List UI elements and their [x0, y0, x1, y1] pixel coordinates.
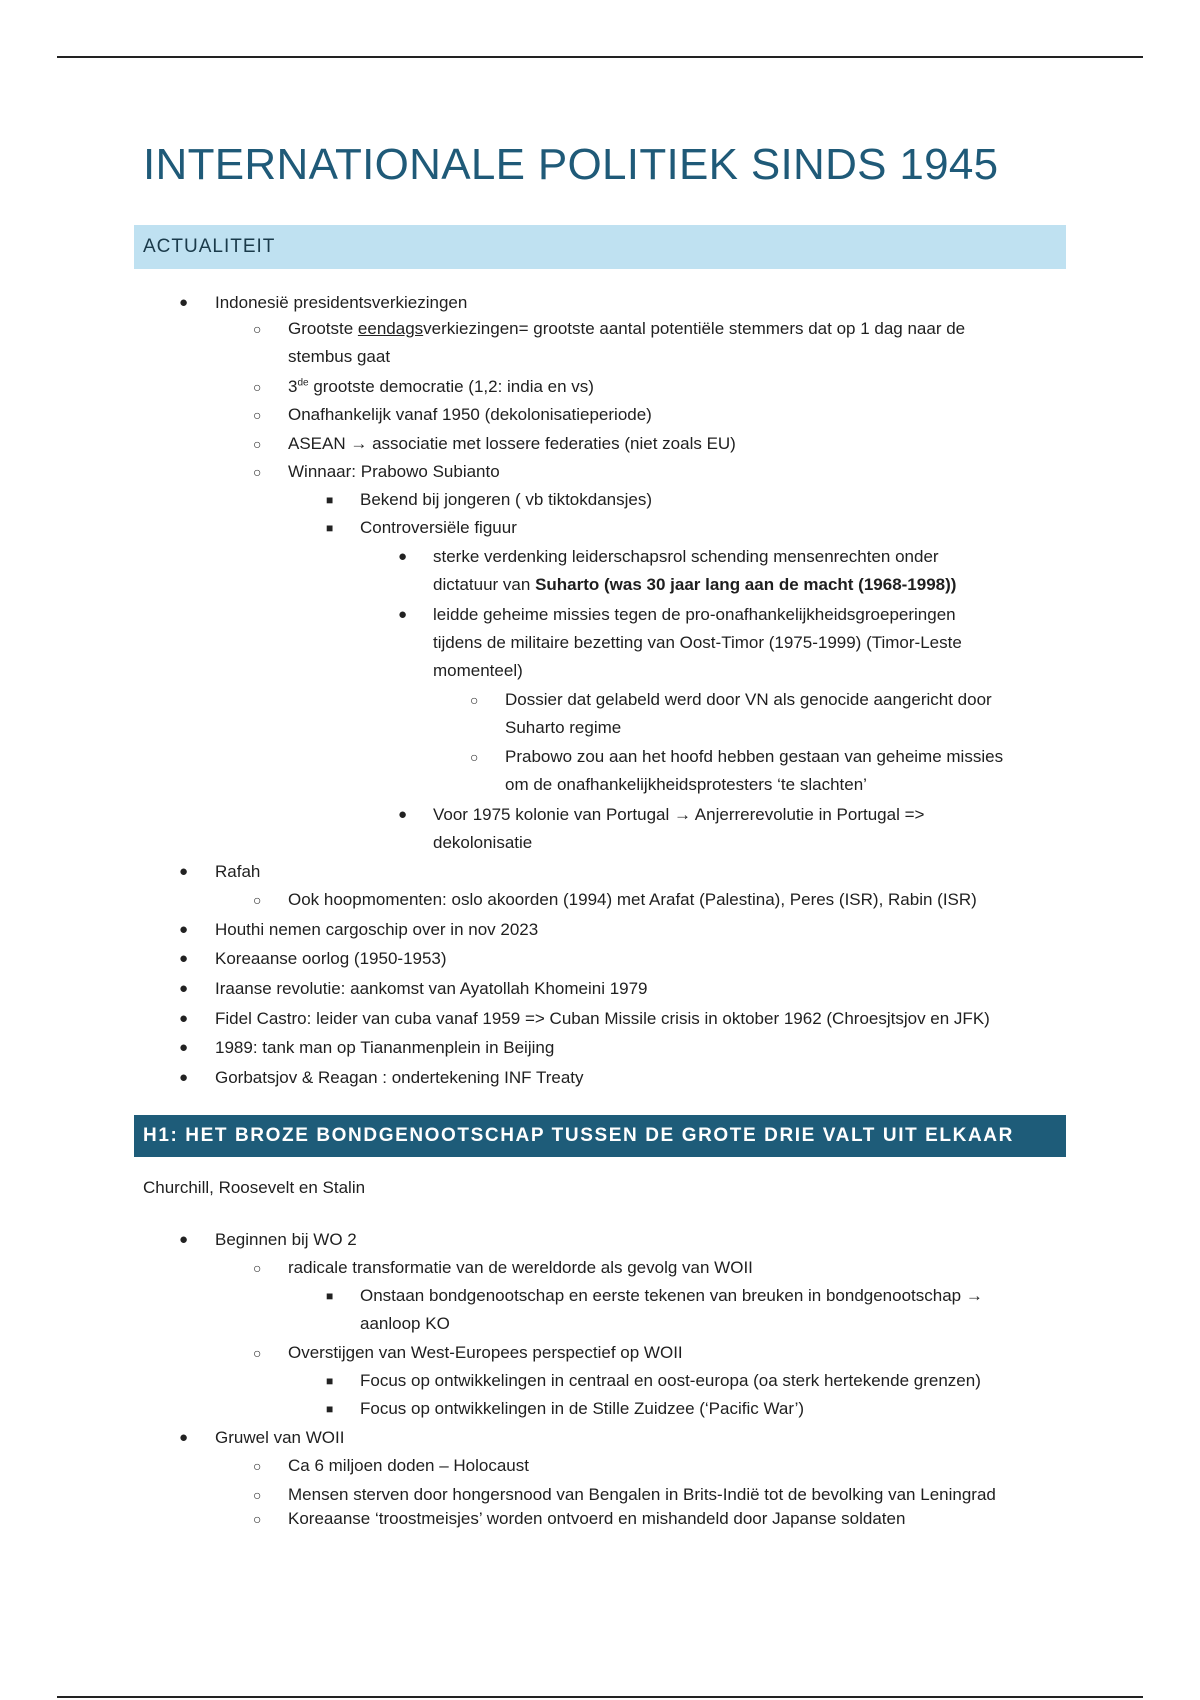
bullet-circle: ○ [253, 1487, 262, 1503]
bullet-square: ■ [326, 521, 334, 535]
top-rule [57, 56, 1143, 58]
list-item: Fidel Castro: leider van cuba vanaf 1959 => Cuban Missile crisis in oktober 1962 (Chroesjtsjov en JFK) [215, 1009, 990, 1028]
bullet-disc: ● [179, 1039, 189, 1056]
section-heading-h1: H1: HET BROZE BONDGENOOTSCHAP TUSSEN DE GROTE DRIE VALT UIT ELKAAR [134, 1115, 1066, 1157]
bottom-rule [57, 1696, 1143, 1698]
list-item: Bekend bij jongeren ( vb tiktokdansjes) [360, 490, 652, 509]
list-item: Koreaanse oorlog (1950-1953) [215, 949, 447, 968]
list-item-continuation: dictatuur van Suharto (was 30 jaar lang aan de macht (1968-1998)) [433, 575, 957, 594]
list-item: leidde geheime missies tegen de pro-onafhankelijkheidsgroeperingen [433, 605, 956, 624]
list-item: Focus op ontwikkelingen in de Stille Zuidzee (‘Pacific War’) [360, 1399, 805, 1418]
list-item: Indonesië presidentsverkiezingen [215, 293, 468, 312]
bullet-circle: ○ [253, 407, 262, 423]
bullet-square: ■ [326, 493, 334, 507]
list-item: Rafah [215, 862, 261, 881]
page-title: INTERNATIONALE POLITIEK SINDS 1945 [143, 140, 999, 189]
bullet-disc: ● [398, 606, 408, 623]
bullet-circle: ○ [253, 321, 262, 337]
bullet-circle: ○ [253, 464, 262, 480]
list-item: Gruwel van WOII [215, 1428, 345, 1447]
bullet-disc: ● [398, 548, 408, 565]
list-item: 1989: tank man op Tiananmenplein in Beijing [215, 1038, 555, 1057]
intro-text: Churchill, Roosevelt en Stalin [143, 1178, 366, 1197]
list-item: Overstijgen van West-Europees perspectief op WOII [288, 1343, 683, 1362]
list-item: Focus op ontwikkelingen in centraal en oost-europa (oa sterk hertekende grenzen) [360, 1371, 981, 1390]
list-item-continuation: Suharto regime [505, 718, 622, 737]
list-item: Mensen sterven door hongersnood van Bengalen in Brits-Indië tot de bevolking van Leningrad [288, 1485, 996, 1504]
list-item: Ca 6 miljoen doden – Holocaust [288, 1456, 529, 1475]
bullet-disc: ● [179, 1069, 189, 1086]
list-item: Gorbatsjov & Reagan : ondertekening INF Treaty [215, 1068, 584, 1087]
list-item: Dossier dat gelabeld werd door VN als genocide aangericht door [505, 690, 992, 709]
list-item: Grootste eendagsverkiezingen= grootste aantal potentiële stemmers dat op 1 dag naar de [288, 319, 966, 338]
list-item: Prabowo zou aan het hoofd hebben gestaan van geheime missies [505, 747, 1004, 766]
bullet-square: ■ [326, 1402, 334, 1416]
bullet-disc: ● [179, 921, 189, 938]
list-item: Controversiële figuur [360, 518, 517, 537]
bullet-circle: ○ [253, 379, 262, 395]
section-heading-actualiteit: ACTUALITEIT [134, 225, 1066, 269]
bullet-circle: ○ [253, 892, 262, 908]
list-item-continuation: momenteel) [433, 661, 523, 680]
bullet-disc: ● [179, 950, 189, 967]
list-item: 3de grootste democratie (1,2: india en vs) [288, 377, 594, 396]
list-item: ASEAN → associatie met lossere federaties (niet zoals EU) [288, 434, 736, 453]
list-item: radicale transformatie van de wereldorde als gevolg van WOII [288, 1258, 753, 1277]
bullet-circle: ○ [253, 1511, 262, 1527]
bullet-disc: ● [179, 980, 189, 997]
bullet-circle: ○ [470, 692, 479, 708]
list-item: Beginnen bij WO 2 [215, 1230, 357, 1249]
list-item-continuation: om de onafhankelijkheidsprotesters ‘te slachten’ [505, 775, 867, 794]
list-item: Iraanse revolutie: aankomst van Ayatollah Khomeini 1979 [215, 979, 648, 998]
bullet-circle: ○ [253, 436, 262, 452]
bullet-square: ■ [326, 1289, 334, 1303]
list-item: Koreaanse ‘troostmeisjes’ worden ontvoerd en mishandeld door Japanse soldaten [288, 1509, 906, 1528]
bullet-circle: ○ [470, 749, 479, 765]
bullet-disc: ● [179, 294, 189, 311]
bullet-square: ■ [326, 1374, 334, 1388]
list-item-continuation: stembus gaat [288, 347, 391, 366]
bullet-disc: ● [179, 1231, 189, 1248]
list-item: Houthi nemen cargoschip over in nov 2023 [215, 920, 539, 939]
list-item-continuation: aanloop KO [360, 1314, 450, 1333]
bullet-disc: ● [398, 806, 408, 823]
list-item-continuation: dekolonisatie [433, 833, 533, 852]
list-item: Onstaan bondgenootschap en eerste tekenen van breuken in bondgenootschap → [360, 1286, 983, 1305]
list-item: Voor 1975 kolonie van Portugal → Anjerrerevolutie in Portugal => [433, 805, 925, 824]
bullet-disc: ● [179, 1010, 189, 1027]
list-item: Ook hoopmomenten: oslo akoorden (1994) met Arafat (Palestina), Peres (ISR), Rabin (ISR) [288, 890, 977, 909]
bullet-circle: ○ [253, 1260, 262, 1276]
list-item: sterke verdenking leiderschapsrol schending mensenrechten onder [433, 547, 939, 566]
bullet-circle: ○ [253, 1345, 262, 1361]
bullet-circle: ○ [253, 1458, 262, 1474]
bullet-disc: ● [179, 863, 189, 880]
bullet-disc: ● [179, 1429, 189, 1446]
list-item: Winnaar: Prabowo Subianto [288, 462, 500, 481]
list-item-continuation: tijdens de militaire bezetting van Oost-Timor (1975-1999) (Timor-Leste [433, 633, 962, 652]
list-item: Onafhankelijk vanaf 1950 (dekolonisatieperiode) [288, 405, 652, 424]
